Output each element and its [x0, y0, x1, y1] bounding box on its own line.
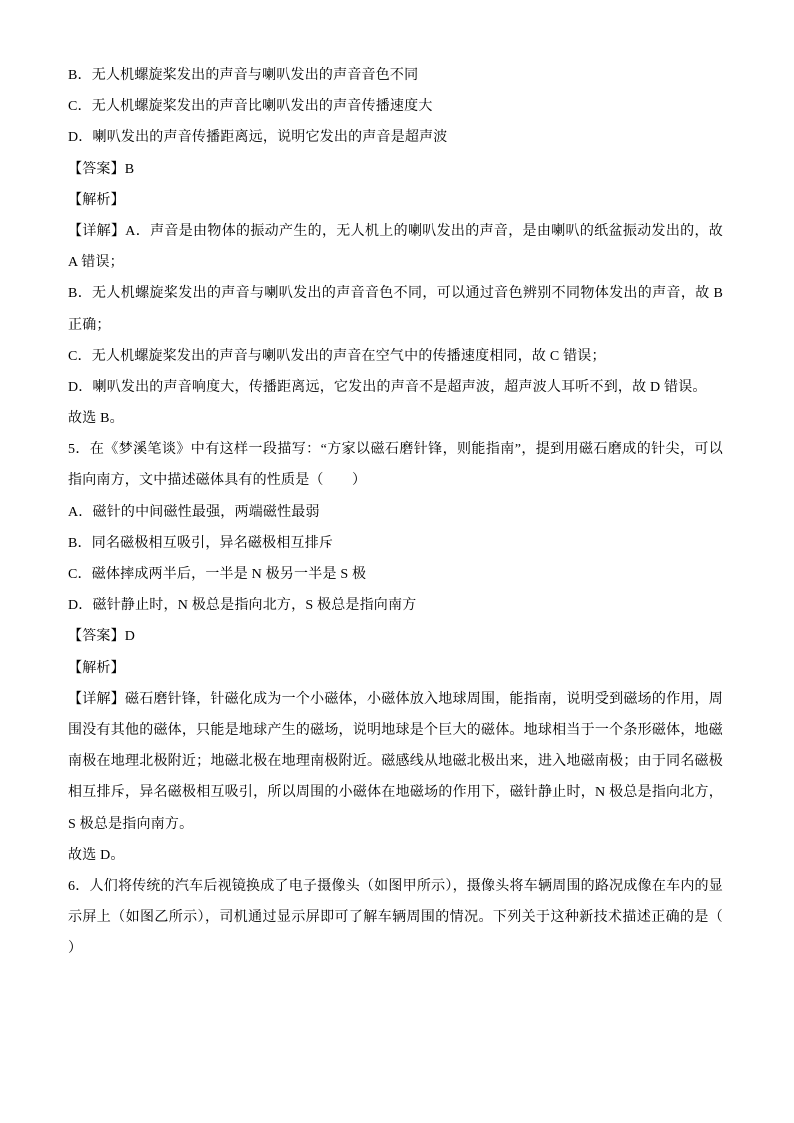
line-analysis-label: 【解析】	[68, 660, 125, 676]
line-detail: D．喇叭发出的声音响度大，传播距离远，它发出的声音不是超声波，超声波人耳听不到，故 D 错误。	[68, 379, 707, 395]
section-question-6	[68, 871, 723, 965]
line-detail: B．无人机螺旋桨发出的声音与喇叭发出的声音音色不同，可以通过音色辨别不同物体发出的声音，故 B	[68, 286, 723, 302]
line-detail: 相互排斥，异名磁极相互吸引，所以周围的小磁体在地磁场的作用下，磁针静止时，N 极总是指向北方，	[68, 785, 723, 801]
line-option: A．磁针的中间磁性最强，两端磁性最弱	[68, 504, 320, 520]
line-detail: C．无人机螺旋桨发出的声音与喇叭发出的声音在空气中的传播速度相同，故 C 错误；	[68, 348, 606, 364]
line-question-stem: 5．在《梦溪笔谈》中有这样一段描写：“方家以磁石磨针锋，则能指南”，提到用磁石磨成的针尖，可以	[68, 442, 723, 458]
line-question-stem: 6．人们将传统的汽车后视镜换成了电子摄像头（如图甲所示），摄像头将车辆周围的路况成像在车内的显	[68, 878, 723, 894]
line-analysis-label: 【解析】	[68, 192, 125, 208]
line-detail: A 错误；	[68, 255, 124, 271]
line-detail: S 极总是指向南方。	[68, 816, 194, 832]
line-option: C．磁体摔成两半后，一半是 N 极另一半是 S 极	[68, 567, 367, 582]
line-question-stem: ）	[68, 941, 83, 957]
document-body	[68, 60, 723, 964]
line-detail: 【详解】磁石磨针锋，针磁化成为一个小磁体，小磁体放入地球周围，能指南，说明受到磁场的作用，周	[68, 691, 723, 707]
line-detail: 围没有其他的磁体，只能是地球产生的磁场，说明地球是个巨大的磁体。地球相当于一个条形磁体，地磁	[68, 722, 723, 738]
line-detail: 【详解】A．声音是由物体的振动产生的，无人机上的喇叭发出的声音，是由喇叭的纸盆振动发出的，故	[68, 223, 723, 239]
line-detail: 南极在地理北极附近；地磁北极在地理南极附近。磁感线从地磁北极出来，进入地磁南极；由于同名磁极	[68, 754, 723, 770]
line-option: D．磁针静止时，N 极总是指向北方，S 极总是指向南方	[68, 598, 417, 614]
line-answer: 【答案】D	[68, 629, 136, 645]
line-option: C．无人机螺旋桨发出的声音比喇叭发出的声音传播速度大	[68, 99, 433, 115]
line-option: D．喇叭发出的声音传播距离远，说明它发出的声音是超声波	[68, 130, 448, 146]
line-question-stem: 指向南方，文中描述磁体具有的性质是（ ）	[68, 473, 367, 489]
line-answer: 【答案】B	[68, 161, 135, 177]
section-question-4-options-and-solution	[68, 60, 723, 434]
line-question-stem: 示屏上（如图乙所示），司机通过显示屏即可了解车辆周围的情况。下列关于这种新技术描述正确的是（	[68, 910, 723, 926]
line-option: B．同名磁极相互吸引，异名磁极相互排斥	[68, 535, 334, 551]
line-option: B．无人机螺旋桨发出的声音与喇叭发出的声音音色不同	[68, 68, 419, 83]
line-conclusion: 故选 B。	[68, 411, 124, 427]
line-conclusion: 故选 D。	[68, 847, 125, 863]
line-detail: 正确；	[68, 317, 111, 333]
section-question-5	[68, 434, 723, 871]
